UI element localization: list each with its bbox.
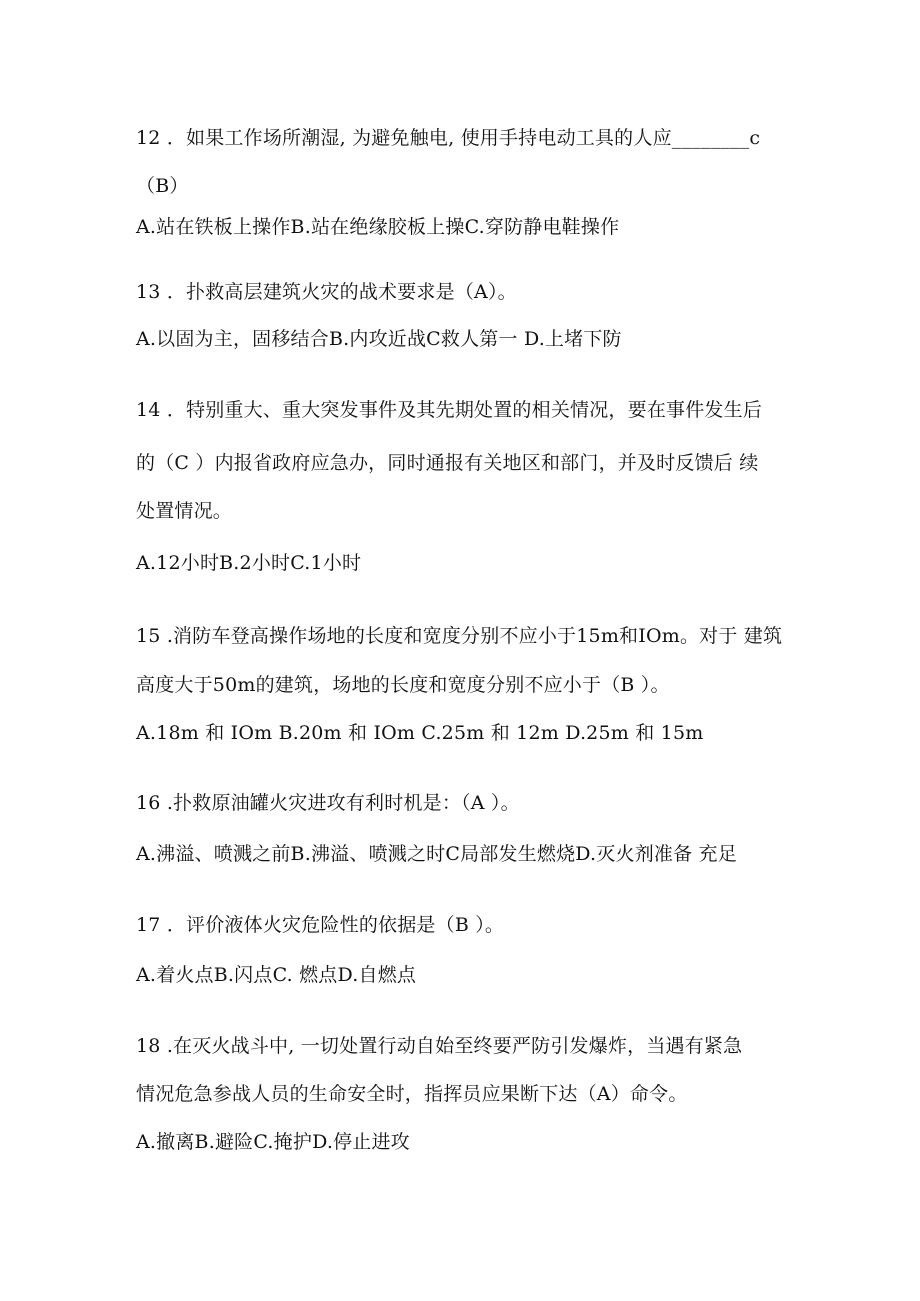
question-14-line-3: 处置情况。: [136, 500, 233, 522]
question-13-options: A.以固为主，固移结合B.内攻近战C救人第一 D.上堵下防: [136, 328, 622, 350]
question-17-options: A.着火点B.闪点C. 燃点D.自燃点: [136, 964, 417, 986]
question-13-line-1: 13 ．扑救高层建筑火灾的战术要求是（A）。: [136, 281, 517, 303]
question-14-options: A.12小时B.2小时C.1小时: [136, 552, 362, 574]
question-18-line-2: 情况危急参战人员的生命安全时，指挥员应果断下达（A）命令。: [136, 1083, 688, 1105]
question-12-line-2: （B）: [136, 175, 189, 197]
question-14-line-1: 14 ．特别重大、重大突发事件及其先期处置的相关情况，要在事件发生后: [136, 399, 763, 421]
question-12-line-1: 12 ．如果工作场所潮湿, 为避免触电, 使用手持电动工具的人应________c: [136, 127, 761, 149]
question-15-options: A.18m 和 IOm B.20m 和 IOm C.25m 和 12m D.25m 和 15m: [136, 722, 704, 744]
question-16-options: A.沸溢、喷溅之前B.沸溢、喷溅之时C局部发生燃烧D.灭火剂准备 充足: [136, 843, 737, 865]
question-17-line-1: 17 ．评价液体火灾危险性的依据是（B ）。: [136, 914, 505, 936]
question-18-line-1: 18 .在灭火战斗中, 一切处置行动自始至终要严防引发爆炸，当遇有紧急: [136, 1035, 743, 1057]
question-16-line-1: 16 .扑救原油罐火灾进攻有利时机是：（A ）。: [136, 792, 520, 814]
question-15-line-1: 15 .消防车登高操作场地的长度和宽度分别不应小于15m和IOm。对于 建筑: [136, 625, 783, 647]
question-18-options: A.撤离B.避险C.掩护D.停止进攻: [136, 1131, 410, 1153]
question-12-options: A.站在铁板上操作B.站在绝缘胶板上操C.穿防静电鞋操作: [136, 216, 620, 238]
question-14-line-2: 的（C ）内报省政府应急办，同时通报有关地区和部门，并及时反馈后 续: [136, 452, 759, 474]
question-15-line-2: 高度大于50m的建筑，场地的长度和宽度分别不应小于（B ）。: [136, 674, 670, 696]
